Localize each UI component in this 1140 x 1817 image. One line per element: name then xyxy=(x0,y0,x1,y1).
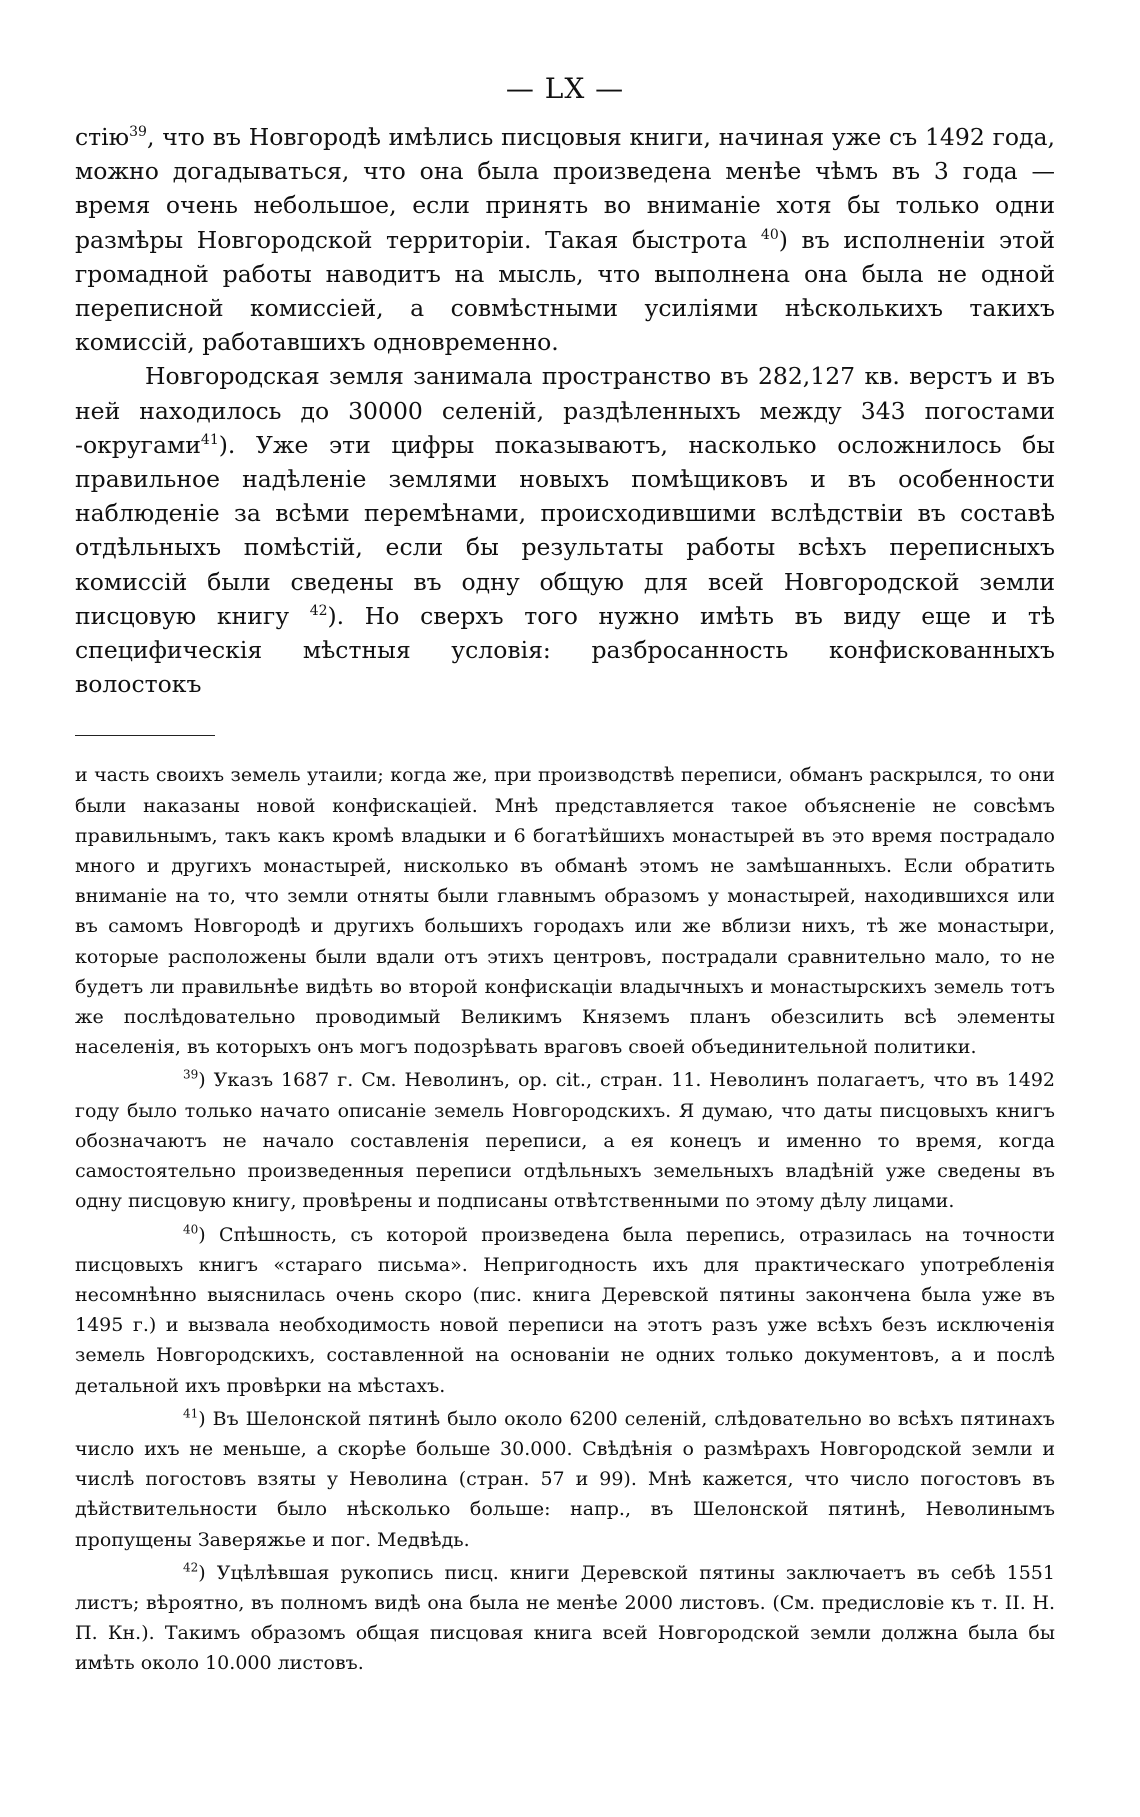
footnote-text: ) Указъ 1687 г. См. Неволинъ, op. cit., стран. 11. Неволинъ полагаетъ, что въ 1492 году было только начато описаніе земель Новгородскихъ. Я думаю, что даты писцовыхъ книгъ обозначаютъ не начало составленія переписи, а ея конецъ и именно то время, когда самостоятельно произведенныя переписи отдѣльныхъ земельныхъ владѣній уже сведены въ одну писцовую книгу, провѣрены и подписаны отвѣтственными по этому дѣлу лицами. xyxy=(75,1069,1055,1213)
footnote-mark: 39 xyxy=(183,1068,199,1083)
footnotes xyxy=(75,760,1055,1678)
footnote-ref-42[interactable]: 42 xyxy=(309,603,328,620)
text-segment: ) въ исполненіи этой громадной работы наводитъ на мысль, что выполнена она была не одной переписной комиссіей, а совмѣстными усиліями нѣсколькихъ такихъ комиссій, работавшихъ одновременно. xyxy=(75,225,1055,357)
footnote-42 xyxy=(75,1558,1055,1679)
footnote-text: ) Уцѣлѣвшая рукопись писц. книги Деревской пятины заключаетъ въ себѣ 1551 листъ; вѣроятно, въ полномъ видѣ она была не менѣе 2000 листовъ. (См. предисловіе къ т. II. Н. П. Кн.). Такимъ образомъ общая писцовая книга всей Новгородской земли должна была бы имѣть около 10.000 листовъ. xyxy=(75,1561,1055,1675)
paragraph-2 xyxy=(75,359,1055,701)
footnote-ref-40[interactable]: 40 xyxy=(760,226,779,243)
text-segment: ). Но сверхъ того нужно имѣть въ виду еще и тѣ специфическія мѣстныя условія: разбросанность конфискованныхъ волостокъ xyxy=(75,601,1055,699)
main-text xyxy=(75,120,1055,701)
footnote-ref-41[interactable]: 41 xyxy=(200,432,219,448)
footnote-divider xyxy=(75,735,215,736)
footnote-ref-39[interactable]: 39 xyxy=(129,124,147,141)
text-segment: Новгородская земля занимала пространство въ 282,127 кв. верстъ и въ ней находилось до 30000 селеній, раздѣленныхъ между 343 погостами -округами xyxy=(75,362,1055,459)
paragraph-1 xyxy=(75,120,1055,359)
text-segment: ). Уже эти цифры показываютъ, насколько осложнилось бы правильное надѣленіе землями новыхъ помѣщиковъ и въ особенности наблюденіе за всѣми перемѣнами, происходившими вслѣдствіи въ составѣ отдѣльныхъ помѣстій, если бы результаты работы всѣхъ переписныхъ комиссій были сведены въ одну общую для всей Новгородской земли писцовую книгу xyxy=(75,430,1055,630)
footnote-40 xyxy=(75,1220,1055,1401)
footnote-mark: 41 xyxy=(183,1406,199,1421)
page-number: — LX — xyxy=(505,72,625,105)
footnote-39 xyxy=(75,1065,1055,1216)
footnote-text: ) Спѣшность, съ которой произведена была перепись, отразилась на точности писцовыхъ книгъ «стараго письма». Непригодность ихъ для практическаго употребленія несомнѣнно выяснилась очень скоро (пис. книга Деревской пятины закончена была уже въ 1495 г.) и вызвала необходимость новой переписи на этотъ разъ уже всѣхъ безъ исключенія земель Новгородскихъ, составленной на основаніи не одних только документовъ, а и послѣ детальной ихъ провѣрки на мѣстахъ. xyxy=(75,1223,1055,1397)
document-page xyxy=(75,72,1055,1679)
footnote-text: ) Въ Шелонской пятинѣ было около 6200 селеній, слѣдовательно во всѣхъ пятинахъ число ихъ не меньше, а скорѣе больше 30.000. Свѣдѣнія о размѣрахъ Новгородской земли и числѣ погостовъ взяты у Неволина (стран. 57 и 99). Мнѣ кажется, что число погостовъ въ дѣйствительности было нѣсколько больше: напр., въ Шелонской пятинѣ, Неволинымъ пропущены Заверяжье и пог. Медвѣдь. xyxy=(75,1407,1055,1551)
text-segment: , что въ Новгородѣ имѣлись писцовыя книги, начиная уже съ 1492 года, можно догадываться, что она была произведена менѣе чѣмъ въ 3 года — время очень небольшое, если принять во вниманіе хотя бы только одни размѣры Новгородской территоріи. Такая быстрота xyxy=(75,123,1055,254)
footnote-mark: 42 xyxy=(183,1560,199,1575)
text-segment: стію xyxy=(75,123,130,151)
footnote-41 xyxy=(75,1404,1055,1555)
footnote-mark: 40 xyxy=(183,1222,199,1237)
footnote-continuation: и часть своихъ земель утаили; когда же, при производствѣ переписи, обманъ раскрылся, то они были наказаны новой конфискаціей. Мнѣ представляется такое объясненіе не совсѣмъ правильнымъ, такъ какъ кромѣ владыки и 6 богатѣйшихъ монастырей въ это время пострадало много и другихъ монастырей, нисколько въ обманѣ этомъ не замѣшанныхъ. Если обратить вниманіе на то, что земли отняты были главнымъ образомъ у монастырей, находившихся или въ самомъ Новгородѣ и другихъ большихъ городахъ или же вблизи нихъ, тѣ же монастыри, которые расположены были вдали отъ этихъ центровъ, пострадали сравнительно мало, то не будетъ ли правильнѣе видѣть во второй конфискаціи владычныхъ и монастырскихъ земель тотъ же послѣдовательно проводимый Великимъ Княземъ планъ обезсилить всѣ элементы населенія, въ которыхъ онъ могъ подозрѣвать враговъ своей объединительной политики. xyxy=(75,764,1055,1059)
